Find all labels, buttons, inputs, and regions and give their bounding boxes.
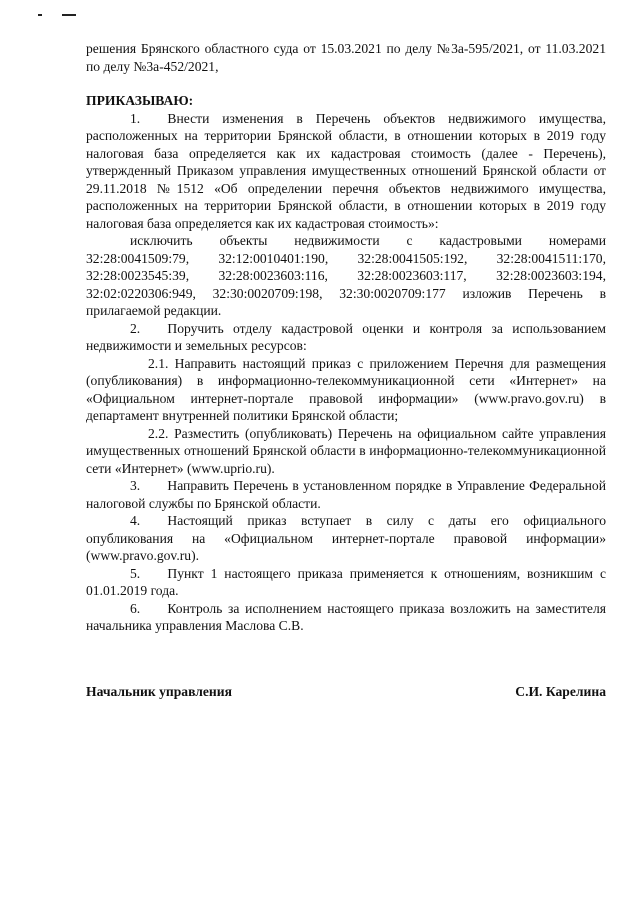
scan-mark	[38, 14, 42, 16]
item-2-2: 2.2. Разместить (опубликовать) Перечень на официальном сайте управления имущественных отношений Брянской области в информационно-телекоммуникационной сети «Интернет» (www.uprio.ru).	[86, 425, 606, 476]
scan-mark	[62, 14, 76, 16]
item-4: 4. Настоящий приказ вступает в силу с даты его официального опубликования на «Официальном интернет-портале правовой информации» (www.pravo.gov.ru).	[86, 513, 606, 563]
item-2-1: 2.1. Направить настоящий приказ с приложением Перечня для размещения (опубликования) в информационно-телекоммуникационной сети «Интернет» на «Официальном интернет-портале правовой информации» (www.pravo.gov.ru) в департамент внутренней политики Брянской области;	[86, 355, 606, 423]
cadastral-numbers-line: 32:28:0023545:39, 32:28:0023603:116, 32:28:0023603:117, 32:28:0023603:194,	[86, 268, 606, 283]
item-1-exclude-line: исключить объекты недвижимости с кадастровыми номерами	[130, 233, 606, 248]
document-body	[86, 40, 606, 635]
order-heading: ПРИКАЗЫВАЮ:	[86, 93, 194, 108]
cadastral-numbers-line: 32:28:0041509:79, 32:12:0010401:190, 32:28:0041505:192, 32:28:0041511:170,	[86, 250, 606, 266]
item-5: 5. Пункт 1 настоящего приказа применяется к отношениям, возникшим с 01.01.2019 года.	[86, 565, 606, 598]
signature-block	[86, 684, 606, 700]
signatory-name: С.И. Карелина	[515, 684, 606, 699]
item-1: 1. Внести изменения в Перечень объектов недвижимого имущества, расположенных на территории Брянской области, в отношении которых в 2019 году налоговая база определяется как их кадастровая стоимость (далее - Перечень), утвержденный Приказом управления имущественных отношений Брянской области от 29.11.2018 №1512 «Об определении перечня объектов недвижимого имущества, расположенных на территории Брянской области, в отношении которых в 2019 году налоговая база определяется как их кадастровая стоимость»:	[86, 110, 606, 231]
intro-paragraph: решения Брянского областного суда от 15.03.2021 по делу №3а-595/2021, от 11.03.2021 по делу №3а-452/2021,	[86, 41, 606, 74]
item-3: 3. Направить Перечень в установленном порядке в Управление Федеральной налоговой службы по Брянской области.	[86, 478, 606, 511]
item-1-final: 32:02:0220306:949, 32:30:0020709:198, 32:30:0020709:177 изложив Перечень в прилагаемой редакции.	[86, 285, 606, 318]
signatory-position: Начальник управления	[86, 684, 232, 699]
item-6: 6. Контроль за исполнением настоящего приказа возложить на заместителя начальника управления Маслова С.В.	[86, 600, 606, 633]
item-2: 2. Поручить отделу кадастровой оценки и контроля за использованием недвижимости и земельных ресурсов:	[86, 320, 606, 353]
